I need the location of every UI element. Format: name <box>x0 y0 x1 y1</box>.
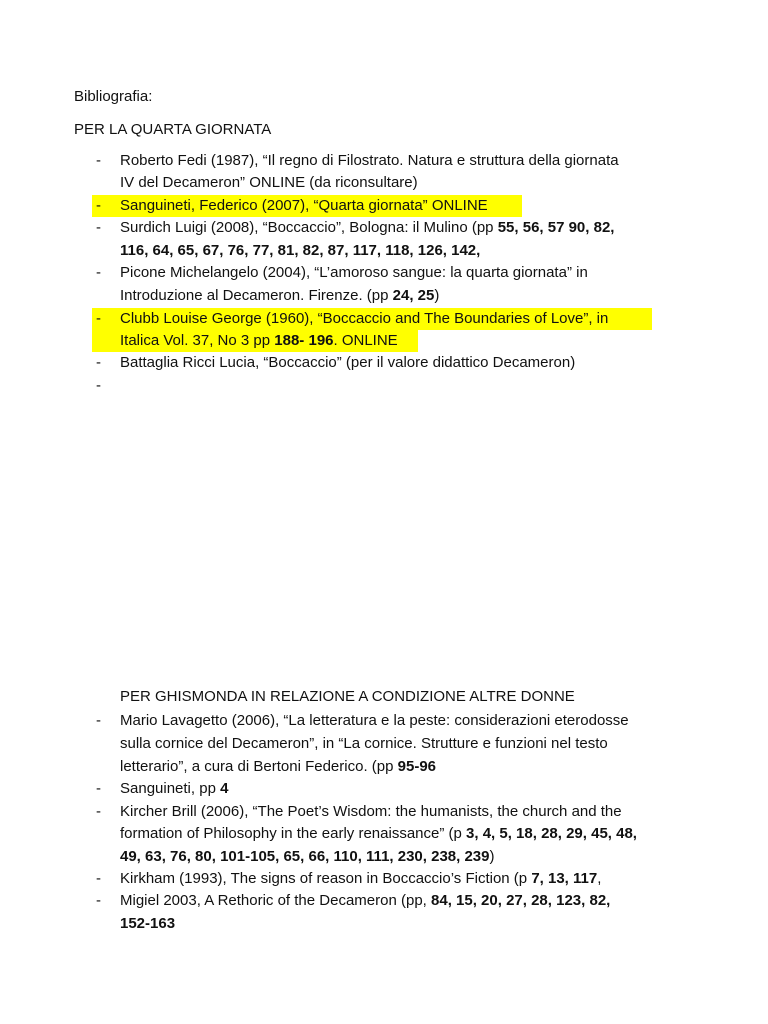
bibliography-title: Bibliografia: <box>74 88 153 105</box>
entry-line: Kircher Brill (2006), “The Poet’s Wisdom: the humanists, the church and the <box>120 803 622 820</box>
entry-line <box>120 890 610 912</box>
page-numbers: 116, 64, 65, 67, 76, 77, 81, 82, 87, 117, 118, 126, 142, <box>120 242 481 259</box>
list-dash: - <box>96 712 101 729</box>
list-dash: - <box>96 354 101 371</box>
entry-line <box>120 285 439 307</box>
entry-text: ) <box>489 848 495 865</box>
list-dash: - <box>96 197 101 214</box>
entry-line: Roberto Fedi (1987), “Il regno di Filostrato. Natura e struttura della giornata <box>120 152 619 169</box>
list-dash: - <box>96 870 101 887</box>
entry-line <box>120 913 175 935</box>
page-numbers: 3, 4, 5, 18, 28, 29, 45, 48, <box>466 825 637 842</box>
entry-text: Kirkham (1993), The signs of reason in Boccaccio’s Fiction (p <box>120 870 528 887</box>
page-numbers: 152-163 <box>120 915 176 932</box>
section-heading-ghismonda: PER GHISMONDA IN RELAZIONE A CONDIZIONE ALTRE DONNE <box>120 688 575 705</box>
list-dash: - <box>96 780 101 797</box>
entry-line: Clubb Louise George (1960), “Boccaccio and The Boundaries of Love”, in <box>120 310 609 327</box>
entry-line <box>120 778 228 800</box>
entry-text: Sanguineti, pp <box>120 780 216 797</box>
page-numbers: 49, 63, 76, 80, 101-105, 65, 66, 110, 111, 230, 238, 239 <box>120 848 490 865</box>
entry-text: Migiel 2003, A Rethoric of the Decameron (pp, <box>120 892 427 909</box>
list-dash: - <box>96 264 101 281</box>
entry-line: sulla cornice del Decameron”, in “La cornice. Strutture e funzioni nel testo <box>120 735 608 752</box>
entry-text: Introduzione al Decameron. Firenze. (pp <box>120 287 389 304</box>
entry-text: formation of Philosophy in the early renaissance” (p <box>120 825 462 842</box>
entry-line: Sanguineti, Federico (2007), “Quarta giornata” ONLINE <box>120 197 488 214</box>
page-numbers: 95-96 <box>397 758 437 775</box>
entry-text: letterario”, a cura di Bertoni Federico. (pp <box>120 758 394 775</box>
entry-text: ) <box>434 287 440 304</box>
list-dash: - <box>96 377 101 394</box>
entry-line <box>120 846 495 868</box>
entry-line: Battaglia Ricci Lucia, “Boccaccio” (per il valore didattico Decameron) <box>120 354 576 371</box>
entry-line <box>120 756 436 778</box>
list-dash: - <box>96 219 101 236</box>
section-heading-quarta-giornata: PER LA QUARTA GIORNATA <box>74 121 272 138</box>
entry-line: Picone Michelangelo (2004), “L’amoroso sangue: la quarta giornata” in <box>120 264 588 281</box>
list-dash: - <box>96 310 101 327</box>
entry-text: Italica Vol. 37, No 3 pp <box>120 332 271 349</box>
page-numbers: 24, 25 <box>392 287 435 304</box>
entry-line: IV del Decameron” ONLINE (da riconsultare) <box>120 174 418 191</box>
entry-line: Mario Lavagetto (2006), “La letteratura e la peste: considerazioni eterodosse <box>120 712 629 729</box>
list-dash: - <box>96 803 101 820</box>
entry-line <box>120 823 637 845</box>
entry-line <box>120 217 614 239</box>
page-numbers: 55, 56, 57 90, 82, <box>497 219 615 236</box>
page-numbers: 84, 15, 20, 27, 28, 123, 82, <box>431 892 611 909</box>
list-dash: - <box>96 152 101 169</box>
entry-text: Surdich Luigi (2008), “Boccaccio”, Bologna: il Mulino (pp <box>120 219 494 236</box>
page-numbers: 188- 196 <box>274 332 334 349</box>
entry-text: , <box>597 870 602 887</box>
entry-line <box>120 240 480 262</box>
entry-line <box>120 330 398 352</box>
page-numbers: 7, 13, 117 <box>531 870 598 887</box>
entry-line <box>120 868 601 890</box>
page-numbers: 4 <box>220 780 229 797</box>
list-dash: - <box>96 892 101 909</box>
entry-text: . ONLINE <box>333 332 398 349</box>
